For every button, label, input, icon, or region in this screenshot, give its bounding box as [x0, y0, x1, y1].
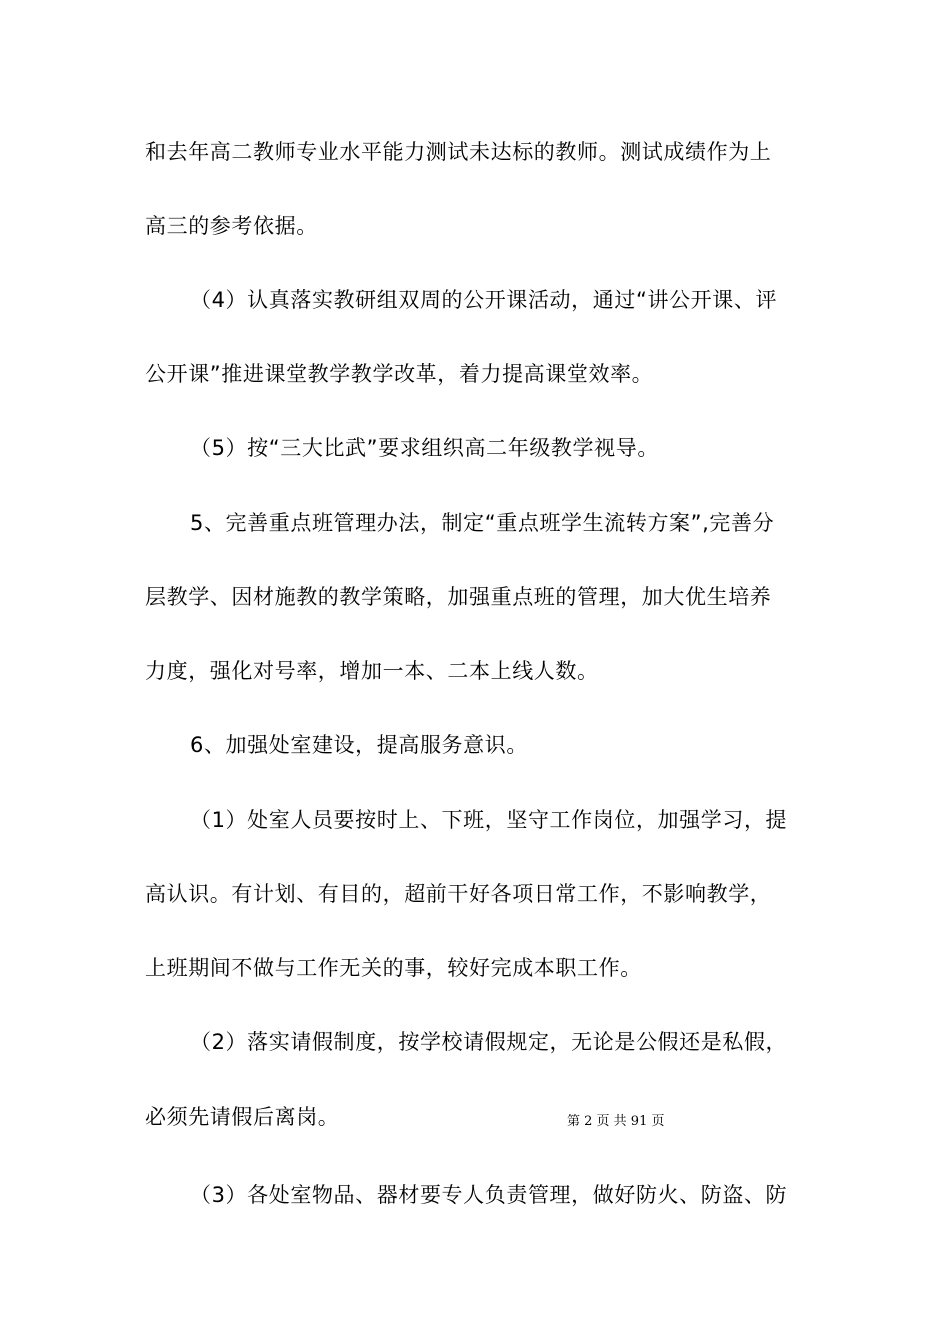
text-line: 高三的参考依据。	[145, 214, 318, 238]
text-line: （5）按“三大比武”要求组织高二年级教学视导。	[190, 436, 659, 460]
text-line: （1）处室人员要按时上、下班，坚守工作岗位，加强学习，提	[190, 808, 788, 832]
text-line: （2）落实请假制度，按学校请假规定，无论是公假还是私假，	[190, 1030, 788, 1054]
text-line: 6、加强处室建设，提高服务意识。	[190, 733, 528, 757]
text-line: 上班期间不做与工作无关的事，较好完成本职工作。	[145, 956, 642, 980]
text-line: 高认识。有计划、有目的，超前干好各项日常工作，不影响教学，	[145, 882, 772, 906]
text-line: 力度，强化对号率，增加一本、二本上线人数。	[145, 659, 599, 683]
text-line: （3）各处室物品、器材要专人负责管理，做好防火、防盗、防	[190, 1183, 788, 1207]
text-line: 5、完善重点班管理办法，制定“重点班学生流转方案”,完善分	[190, 511, 775, 535]
page-number: 第 2 页 共 91 页	[567, 1114, 665, 1129]
text-line: 层教学、因材施教的教学策略，加强重点班的管理，加大优生培养	[145, 585, 772, 609]
text-line: 必须先请假后离岗。	[145, 1105, 340, 1129]
text-line: 公开课”推进课堂教学教学改革，着力提高课堂效率。	[145, 362, 654, 386]
text-line: （4）认真落实教研组双周的公开课活动，通过“讲公开课、评	[190, 288, 778, 312]
text-line: 和去年高二教师专业水平能力测试未达标的教师。测试成绩作为上	[145, 140, 772, 164]
